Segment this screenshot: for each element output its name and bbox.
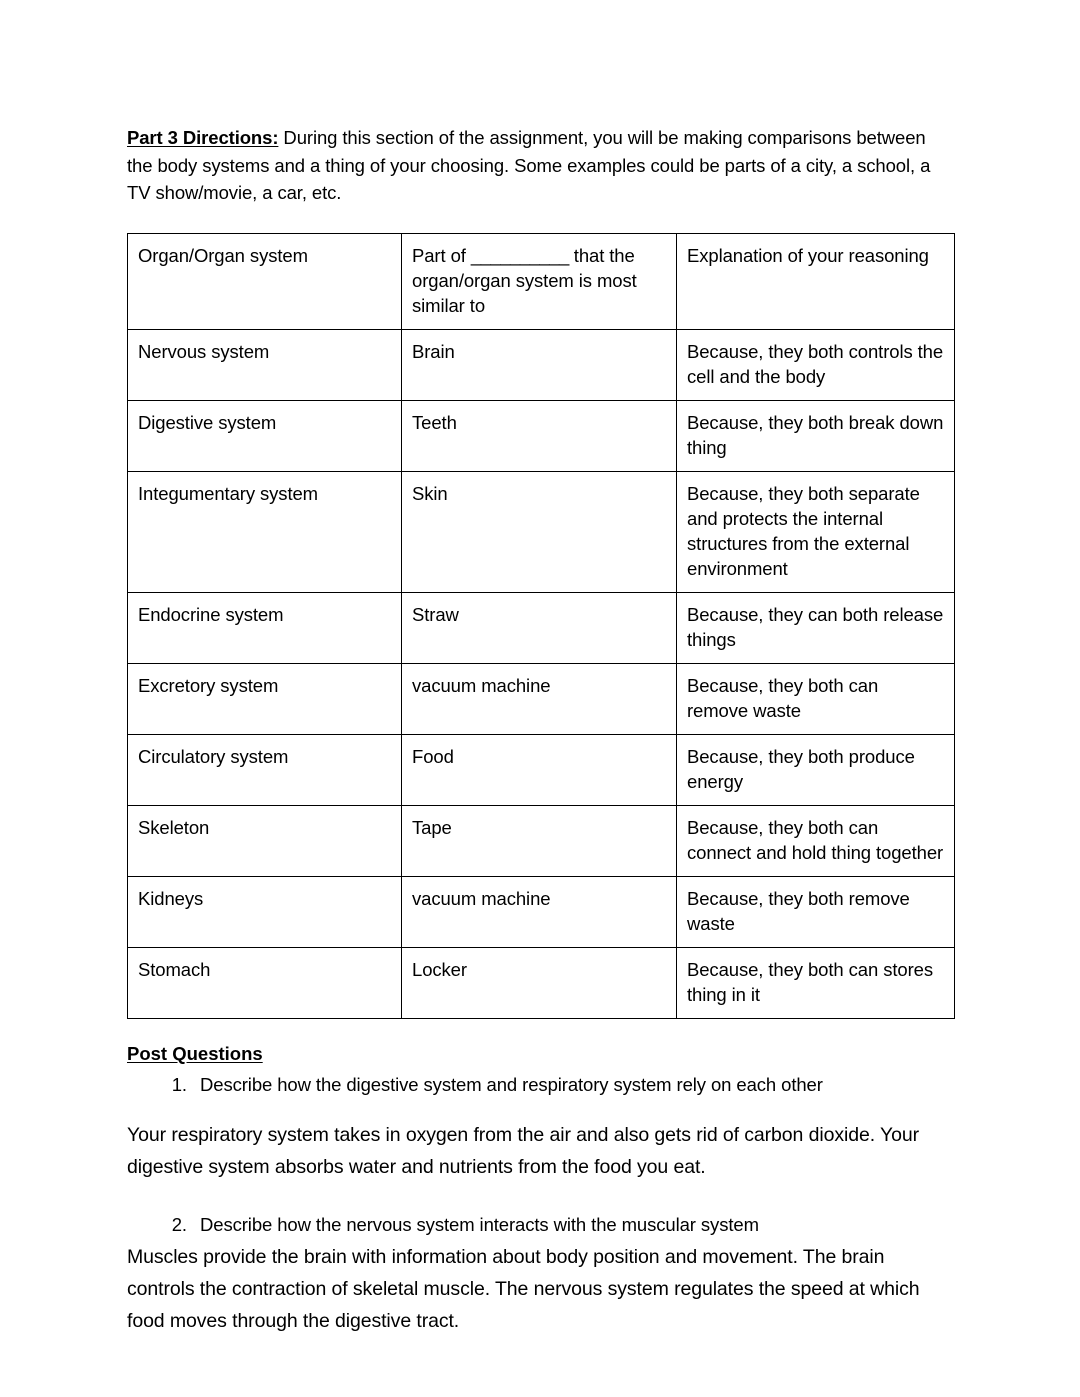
cell-explanation: Because, they both remove waste (677, 876, 955, 947)
cell-explanation: Because, they both can remove waste (677, 663, 955, 734)
cell-organ: Endocrine system (128, 592, 402, 663)
question-item: 1. Describe how the digestive system and respiratory system rely on each other (192, 1071, 955, 1099)
post-questions-list-2 (127, 1211, 955, 1239)
header-cell-part-of (402, 233, 677, 329)
comparison-table (127, 233, 955, 1019)
header-part-of-prefix: Part of (412, 244, 471, 266)
cell-organ: Excretory system (128, 663, 402, 734)
cell-organ: Kidneys (128, 876, 402, 947)
cell-organ: Stomach (128, 947, 402, 1018)
cell-organ: Digestive system (128, 400, 402, 471)
table-row (128, 663, 955, 734)
cell-organ: Skeleton (128, 805, 402, 876)
post-questions-heading: Post Questions (127, 1042, 263, 1064)
header-blank-underscores: __________ (470, 244, 569, 266)
answer-paragraph-2: Muscles provide the brain with information about body position and movement. The brain controls the contraction of skeletal muscle. The nervous system regulates the speed at which food moves through the digestive tract. (127, 1245, 920, 1332)
header-part-of-suffix: that the organ/organ system is most similar to (412, 244, 637, 316)
cell-organ: Circulatory system (128, 734, 402, 805)
cell-part-of: Straw (402, 592, 677, 663)
cell-explanation: Because, they can both release things (677, 592, 955, 663)
cell-organ: Integumentary system (128, 471, 402, 592)
table-row (128, 592, 955, 663)
cell-part-of: Skin (402, 471, 677, 592)
question-item: 2. Describe how the nervous system interacts with the muscular system (192, 1211, 955, 1239)
table-row (128, 734, 955, 805)
answer-1-line-1: Your respiratory system takes in oxygen from the air and also gets rid of carbon dioxide. (127, 1123, 876, 1146)
document-content (127, 124, 955, 1337)
header-cell-organ: Organ/Organ system (128, 233, 402, 329)
table-row (128, 400, 955, 471)
cell-part-of: Food (402, 734, 677, 805)
table-row (128, 947, 955, 1018)
table-row (128, 805, 955, 876)
table-header-row (128, 233, 955, 329)
cell-organ: Nervous system (128, 329, 402, 400)
cell-explanation: Because, they both controls the cell and the body (677, 329, 955, 400)
table-row (128, 471, 955, 592)
post-questions-list-1 (127, 1071, 955, 1099)
cell-explanation: Because, they both produce energy (677, 734, 955, 805)
cell-part-of: vacuum machine (402, 876, 677, 947)
directions-paragraph (127, 124, 955, 207)
directions-text: During this section of the assignment, you will be making comparisons between the body systems and a thing of your choosing. Some examples could be parts of a city, a school, a TV show/movie, a car, etc. (127, 127, 931, 203)
cell-part-of: Brain (402, 329, 677, 400)
answer-1-line-2: Your digestive system absorbs water and nutrients from the food you eat. (127, 1123, 919, 1178)
cell-part-of: Tape (402, 805, 677, 876)
directions-label: Part 3 Directions: (127, 127, 279, 148)
table-row (128, 329, 955, 400)
cell-part-of: Locker (402, 947, 677, 1018)
header-cell-explanation: Explanation of your reasoning (677, 233, 955, 329)
cell-explanation: Because, they both break down thing (677, 400, 955, 471)
cell-part-of: Teeth (402, 400, 677, 471)
table-row (128, 876, 955, 947)
table-body (128, 233, 955, 1018)
cell-explanation: Because, they both can connect and hold thing together (677, 805, 955, 876)
cell-explanation: Because, they both separate and protects the internal structures from the external environment (677, 471, 955, 592)
answer-paragraph-1 (127, 1119, 955, 1183)
cell-part-of: vacuum machine (402, 663, 677, 734)
cell-explanation: Because, they both can stores thing in it (677, 947, 955, 1018)
